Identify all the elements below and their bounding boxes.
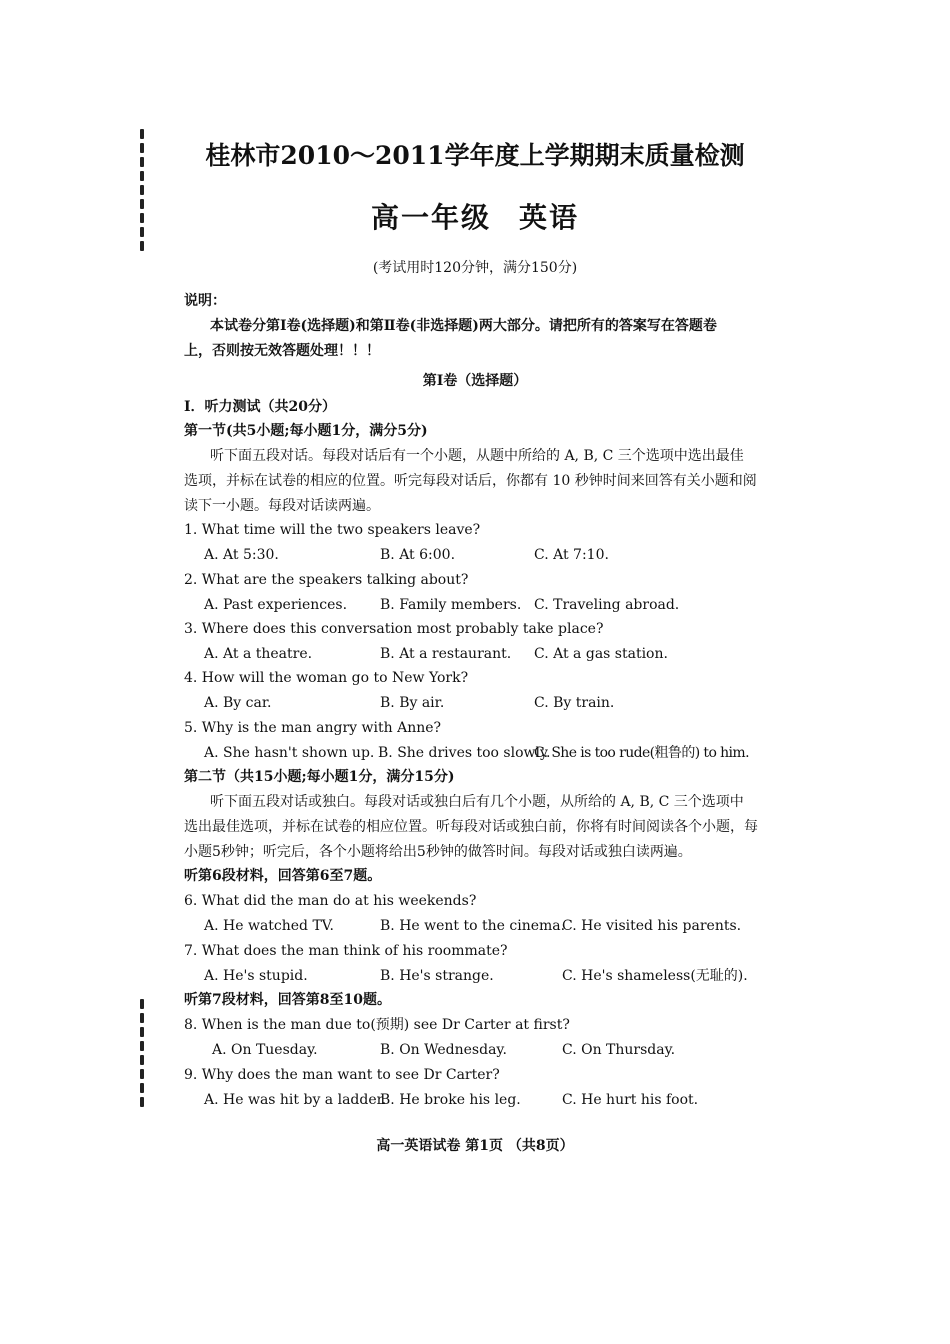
option-c: C. He visited his parents. [562, 918, 742, 934]
section1-instr-2: 选项，并标在试卷的相应的位置。听完每段对话后，你都有 10 秒钟时间来回答有关小题和阅 [184, 473, 757, 489]
option-a: A. At a theatre. [204, 646, 313, 662]
option-a: A. Past experiences. [204, 597, 348, 613]
section1-instr-1: 听下面五段对话。每段对话后有一个小题，从题中所给的 A, B, C 三个选项中选出最佳 [210, 448, 744, 464]
option-b: B. He broke his leg. [380, 1092, 521, 1108]
question-text: 5. Why is the man angry with Anne? [184, 720, 442, 736]
section2-instr-2: 选出最佳选项，并标在试卷的相应位置。听每段对话或独白前，你将有时间阅读各个小题，每 [184, 819, 758, 835]
option-a: A. At 5:30. [204, 547, 279, 563]
exam-subtitle [0, 196, 950, 236]
question-text: 6. What did the man do at his weekends? [184, 893, 477, 909]
exam-title: 桂林市2010～2011学年度上学期期末质量检测 [205, 141, 745, 170]
question-text: 4. How will the woman go to New York? [184, 670, 469, 686]
question-text: 9. Why does the man want to see Dr Carter? [184, 1067, 500, 1083]
material-6-heading: 听第6段材料，回答第6至7题。 [184, 868, 382, 884]
section1-heading: Ⅰ．听力测试（共20分） [184, 399, 337, 415]
option-a: A. He watched TV. [204, 918, 334, 934]
option-b: B. Family members. [380, 597, 522, 613]
option-c: C. At 7:10. [534, 547, 609, 563]
subject-label: 英语 [519, 201, 580, 234]
option-a: A. By car. [204, 695, 272, 711]
section2-instr-3: 小题5秒钟；听完后，各个小题将给出5秒钟的做答时间。每段对话或独白读两遍。 [184, 844, 692, 860]
option-c: C. Traveling abroad. [534, 597, 680, 613]
question-text: 3. Where does this conversation most probably take place? [184, 621, 604, 637]
page-footer: 高一英语试卷 第1页 （共8页） [376, 1138, 574, 1154]
option-c: C. He hurt his foot. [562, 1092, 699, 1108]
section1-sub1: 第一节(共5小题;每小题1分，满分5分) [184, 423, 428, 439]
binding-marks-bottom [140, 995, 148, 1111]
option-c: C. She is too rude(粗鲁的) to him. [534, 745, 749, 761]
section2-instr-1: 听下面五段对话或独白。每段对话或独白后有几个小题，从所给的 A, B, C 三个选项中 [210, 794, 744, 810]
option-c: C. He's shameless(无耻的). [562, 968, 748, 984]
option-a: A. On Tuesday. [212, 1042, 318, 1058]
question-text: 8. When is the man due to(预期) see Dr Carter at first? [184, 1017, 570, 1033]
question-text: 2. What are the speakers talking about? [184, 572, 469, 588]
grade-label: 高一年级 [370, 201, 491, 234]
option-c: C. By train. [534, 695, 615, 711]
material-7-heading: 听第7段材料，回答第8至10题。 [184, 992, 391, 1008]
option-b: B. She drives too slowly. [378, 745, 551, 761]
option-b: B. On Wednesday. [380, 1042, 507, 1058]
option-b: B. At 6:00. [380, 547, 456, 563]
option-a: A. He's stupid. [204, 968, 308, 984]
option-c: C. At a gas station. [534, 646, 668, 662]
notes-label: 说明： [184, 293, 226, 309]
question-text: 1. What time will the two speakers leave? [184, 522, 481, 538]
option-c: C. On Thursday. [562, 1042, 676, 1058]
notes-line-1: 本试卷分第Ⅰ卷(选择题)和第Ⅱ卷(非选择题)两大部分。请把所有的答案写在答题卷 [210, 318, 717, 334]
option-b: B. He went to the cinema. [380, 918, 566, 934]
section2-sub2: 第二节（共15小题;每小题1分，满分15分) [184, 769, 455, 785]
notes-line-2: 上，否则按无效答题处理！！！ [184, 343, 380, 359]
option-b: B. He's strange. [380, 968, 494, 984]
part1-title: 第Ⅰ卷（选择题） [422, 373, 528, 389]
option-b: B. By air. [380, 695, 445, 711]
question-text: 7. What does the man think of his roommate? [184, 943, 508, 959]
option-a: A. She hasn't shown up. [204, 745, 375, 761]
option-b: B. At a restaurant. [380, 646, 512, 662]
exam-info: (考试用时120分钟，满分150分) [372, 260, 578, 276]
section1-instr-3: 读下一小题。每段对话读两遍。 [184, 498, 380, 514]
option-a: A. He was hit by a ladder. [204, 1092, 387, 1108]
